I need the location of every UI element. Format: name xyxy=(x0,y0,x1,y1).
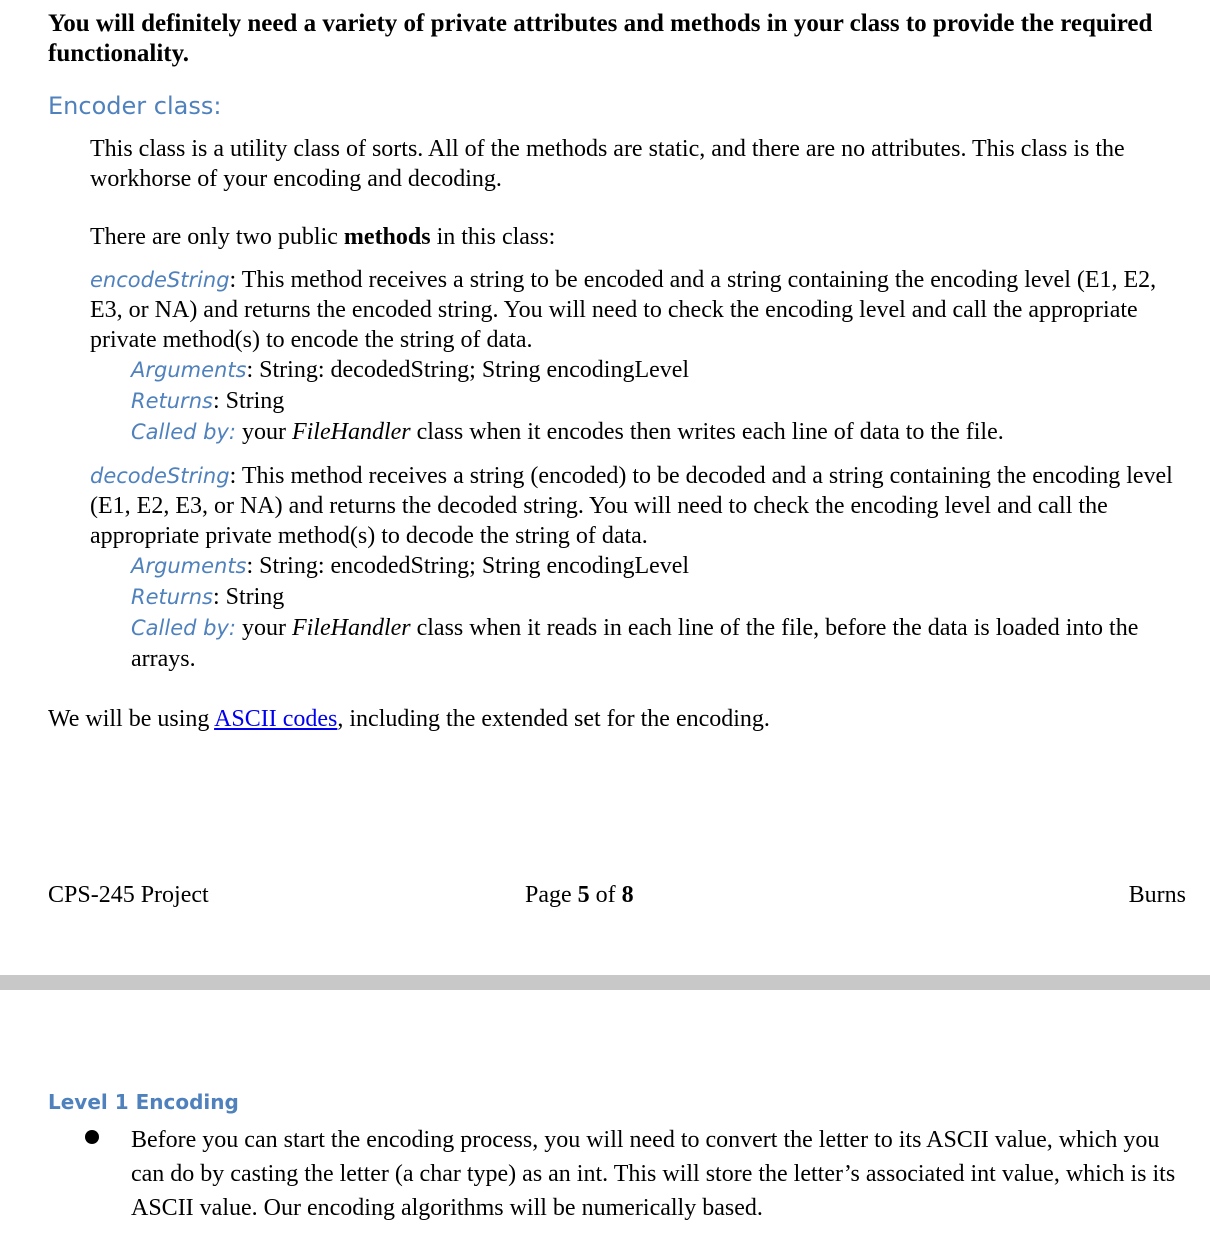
encode-returns: Returns: String xyxy=(131,388,285,414)
decode-string-description: decodeString: This method receives a string (encoded) to be decoded and a string containing the encoding level (E1, E2, E3, or NA) and returns the decoded string. You will need to check the encoding level and call the appropriate private method(s) to decode the string of data. xyxy=(90,463,1173,549)
level-1-bullet-text: Before you can start the encoding process, you will need to convert the letter to its ASCII value, which you can do by casting the letter (a char type) as an int. This will store the letter’s associated int value, which is its ASCII value. Our encoding algorithms will be numerically based. xyxy=(131,1127,1176,1221)
encoder-description: This class is a utility class of sorts. All of the methods are static, and there are no attributes. This class is the workhorse of your encoding and decoding. xyxy=(90,136,1125,192)
footer-page-number: Page 5 of 8 xyxy=(525,882,634,908)
decode-string-term: decodeString xyxy=(90,464,230,488)
footer-course: CPS-245 Project xyxy=(48,882,209,908)
decode-returns: Returns: String xyxy=(131,584,285,610)
encoder-class-heading: Encoder class: xyxy=(48,92,222,120)
encode-string-term: encodeString xyxy=(90,268,230,292)
ascii-codes-link[interactable]: ASCII codes xyxy=(214,706,338,732)
encode-called-by: Called by: your FileHandler class when it encodes then writes each line of data to the file. xyxy=(131,419,1004,445)
bullet-icon xyxy=(85,1130,99,1144)
level-1-encoding-heading: Level 1 Encoding xyxy=(48,1090,239,1114)
document-page-6 xyxy=(0,990,1210,1234)
ascii-note: We will be using ASCII codes, including the extended set for the encoding. xyxy=(48,706,770,732)
footer-author: Burns xyxy=(1128,882,1186,908)
encode-arguments: Arguments: String: decodedString; String encodingLevel xyxy=(131,357,690,383)
page-separator xyxy=(0,975,1210,991)
decode-arguments: Arguments: String: encodedString; String encodingLevel xyxy=(131,553,690,579)
public-methods-intro: There are only two public methods in this class: xyxy=(90,224,556,250)
intro-paragraph: You will definitely need a variety of private attributes and methods in your class to provide the required functionality. xyxy=(48,10,1153,67)
encode-string-description: encodeString: This method receives a string to be encoded and a string containing the encoding level (E1, E2, E3, or NA) and returns the encoded string. You will need to check the encoding level and call the appropriate private method(s) to encode the string of data. xyxy=(90,267,1157,353)
decode-called-by: Called by: your FileHandler class when it reads in each line of the file, before the data is loaded into the arrays. xyxy=(131,615,1139,672)
